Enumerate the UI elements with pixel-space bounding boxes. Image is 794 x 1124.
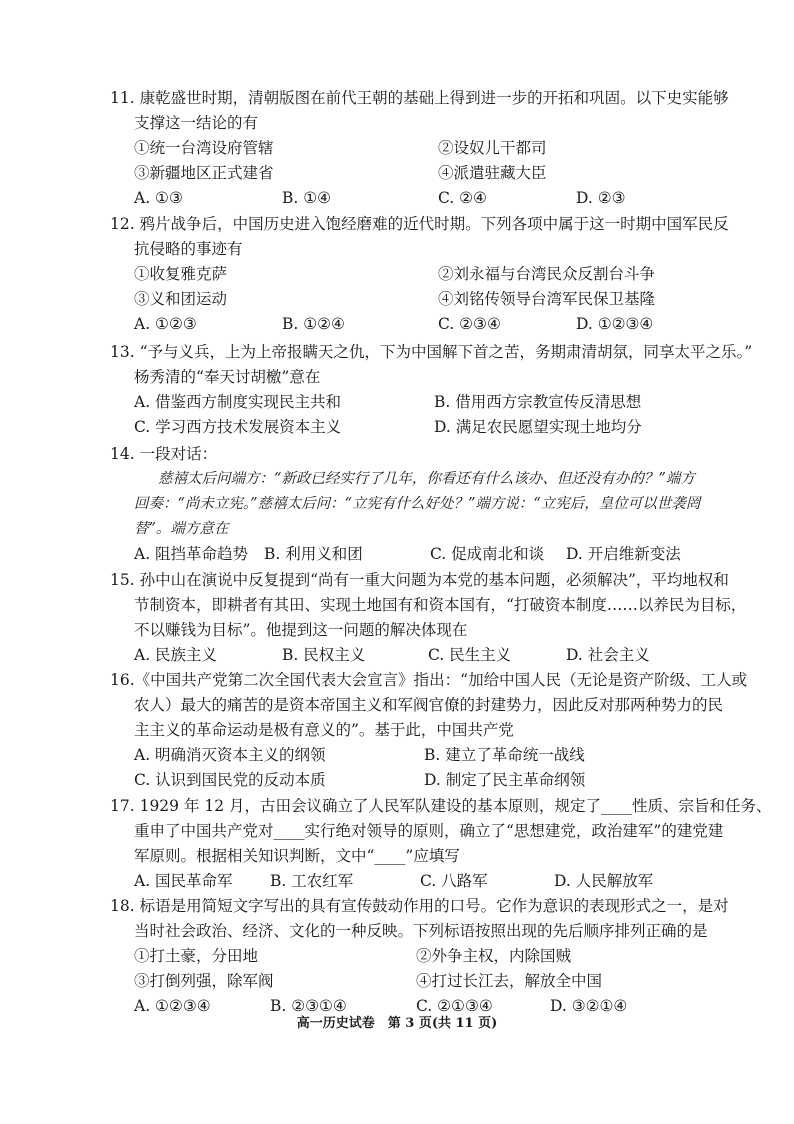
page-footer: 高一历史试卷 第 3 页(共 11 页) xyxy=(296,1016,498,1031)
question-stem: 节制资本，即耕者有其田、实现土地国有和资本国有，“打破资本制度……以养民为目标， xyxy=(134,596,747,614)
question-11 xyxy=(110,86,730,211)
question-stem: 杨秀清的“奉天讨胡檄”意在 xyxy=(134,368,321,386)
option-c: C. ②③④ xyxy=(438,315,501,333)
question-16 xyxy=(110,668,748,793)
option-a: A. 明确消灭资本主义的纲领 xyxy=(134,746,326,764)
question-stem: 农人）最大的痛苦的是资本帝国主义和军阀官僚的封建势力，因此反对那两种势力的民 xyxy=(134,696,724,714)
quote-line: 慈禧太后问端方：“新政已经实行了几年，你看还有什么该办、但还没有办的？”端方 xyxy=(158,471,695,487)
option-b: B. ①④ xyxy=(282,189,332,207)
question-stem: 不以赚钱为目标”。他提到这一问题的解决体现在 xyxy=(134,621,468,639)
item-row xyxy=(110,969,730,994)
option-d: D. ②③ xyxy=(576,189,626,207)
question-13 xyxy=(110,340,753,440)
options-row xyxy=(110,869,730,894)
option-b: B. 建立了革命统一战线 xyxy=(424,746,585,764)
options-row xyxy=(110,768,730,793)
item-row xyxy=(110,262,730,287)
item: ③新疆地区正式建省 xyxy=(134,164,274,182)
option-a: A. ①②③④ xyxy=(134,997,211,1015)
option-c: C. 学习西方技术发展资本主义 xyxy=(134,418,342,436)
item: ①统一台湾设府管辖 xyxy=(134,139,274,157)
option-d: D. 社会主义 xyxy=(566,646,650,664)
question-stem: 15. 孙中山在演说中反复提到“尚有一重大问题为本党的基本问题，必须解决”，平均地权和 xyxy=(110,571,729,589)
item: ④派遣驻藏大臣 xyxy=(438,164,547,182)
item: ①打土豪，分田地 xyxy=(134,947,259,965)
option-a: A. 借鉴西方制度实现民主共和 xyxy=(134,393,342,411)
option-c: C. ②④ xyxy=(438,189,487,207)
options-row xyxy=(110,390,730,415)
question-14 xyxy=(110,442,730,567)
question-stem: 16.《中国共产党第二次全国代表大会宣言》指出：“加给中国人民（无论是资产阶级、工人或 xyxy=(110,671,748,689)
option-a: A. ①③ xyxy=(134,189,183,207)
option-d: D. 满足农民愿望实现土地均分 xyxy=(434,418,642,436)
item-row xyxy=(110,136,730,161)
option-b: B. 借用西方宗教宣传反清思想 xyxy=(434,393,642,411)
option-c: C. 民生主义 xyxy=(428,646,512,664)
question-stem: 12. 鸦片战争后，中国历史进入饱经磨难的近代时期。下列各项中属于这一时期中国军民反 xyxy=(110,215,729,233)
options-row xyxy=(110,415,730,440)
options-row xyxy=(110,186,730,211)
option-c: C. 八路军 xyxy=(420,872,488,890)
question-stem: 军原则。根据相关知识判断，文中“____”应填写 xyxy=(134,847,460,865)
option-d: D. ③②①④ xyxy=(550,997,628,1015)
option-a: A. 国民革命军 xyxy=(134,872,233,890)
option-b: B. 工农红军 xyxy=(270,872,354,890)
question-stem: 主主义的革命运动是极有意义的”。基于此，中国共产党 xyxy=(134,721,514,739)
options-row xyxy=(110,743,730,768)
option-c: C. ②①③④ xyxy=(416,997,493,1015)
option-c: C. 促成南北和谈 xyxy=(430,545,545,563)
question-stem: 重申了中国共产党对____实行绝对领导的原则，确立了“思想建党，政治建军”的建党建 xyxy=(134,822,724,840)
quote-line: 替”。端方意在 xyxy=(134,521,229,537)
item-row xyxy=(110,944,730,969)
question-15 xyxy=(110,568,747,668)
question-18 xyxy=(110,894,730,1019)
question-stem: 11. 康乾盛世时期，清朝版图在前代王朝的基础上得到进一步的开拓和巩固。以下史实能够 xyxy=(110,89,729,107)
item: ①收复雅克萨 xyxy=(134,265,228,283)
question-stem: 18. 标语是用简短文字写出的具有宣传鼓动作用的口号。它作为意识的表现形式之一，是对 xyxy=(110,897,729,915)
option-d: D. 制定了民主革命纲领 xyxy=(424,771,586,789)
question-stem: 17. 1929 年 12 月，古田会议确立了人民军队建设的基本原则，规定了____性质、宗旨和任务、 xyxy=(110,797,772,815)
options-row xyxy=(110,542,730,567)
option-a: A. 民族主义 xyxy=(134,646,218,664)
question-stem: 14. 一段对话： xyxy=(110,445,218,463)
item: ④打过长江去，解放全中国 xyxy=(416,972,603,990)
question-17 xyxy=(110,794,772,894)
option-d: D. 人民解放军 xyxy=(554,872,654,890)
option-a: A. 阻挡革命趋势 xyxy=(134,545,249,563)
question-stem: 13. “予与义兵，上为上帝报瞒天之仇，下为中国解下首之苦，务期肃清胡氛，同享太平之乐。” xyxy=(110,343,753,361)
question-stem: 抗侵略的事迹有 xyxy=(134,240,243,258)
option-b: B. 利用义和团 xyxy=(264,545,363,563)
option-a: A. ①②③ xyxy=(134,315,197,333)
option-d: D. ①②③④ xyxy=(576,315,654,333)
item: ②设奴儿干都司 xyxy=(438,139,547,157)
quote-line: 回奏：“尚未立宪。”慈禧太后问：“立宪有什么好处？”端方说：“立宪后，皇位可以世袭罔 xyxy=(134,496,701,512)
item: ②外争主权，内除国贼 xyxy=(416,947,572,965)
option-b: B. ②③①④ xyxy=(270,997,347,1015)
option-b: B. 民权主义 xyxy=(282,646,366,664)
question-stem: 支撑这一结论的有 xyxy=(134,114,259,132)
item-row xyxy=(110,287,730,312)
option-d: D. 开启维新变法 xyxy=(566,545,681,563)
option-c: C. 认识到国民党的反动本质 xyxy=(134,771,326,789)
item: ③打倒列强，除军阀 xyxy=(134,972,274,990)
item: ③义和团运动 xyxy=(134,290,228,308)
item: ②刘永福与台湾民众反割台斗争 xyxy=(438,265,656,283)
option-b: B. ①②④ xyxy=(282,315,345,333)
options-row xyxy=(110,312,730,337)
question-stem: 当时社会政治、经济、文化的一种反映。下列标语按照出现的先后顺序排列正确的是 xyxy=(134,922,708,940)
item-row xyxy=(110,161,730,186)
item: ④刘铭传领导台湾军民保卫基隆 xyxy=(438,290,656,308)
question-12 xyxy=(110,212,730,337)
options-row xyxy=(110,643,730,668)
